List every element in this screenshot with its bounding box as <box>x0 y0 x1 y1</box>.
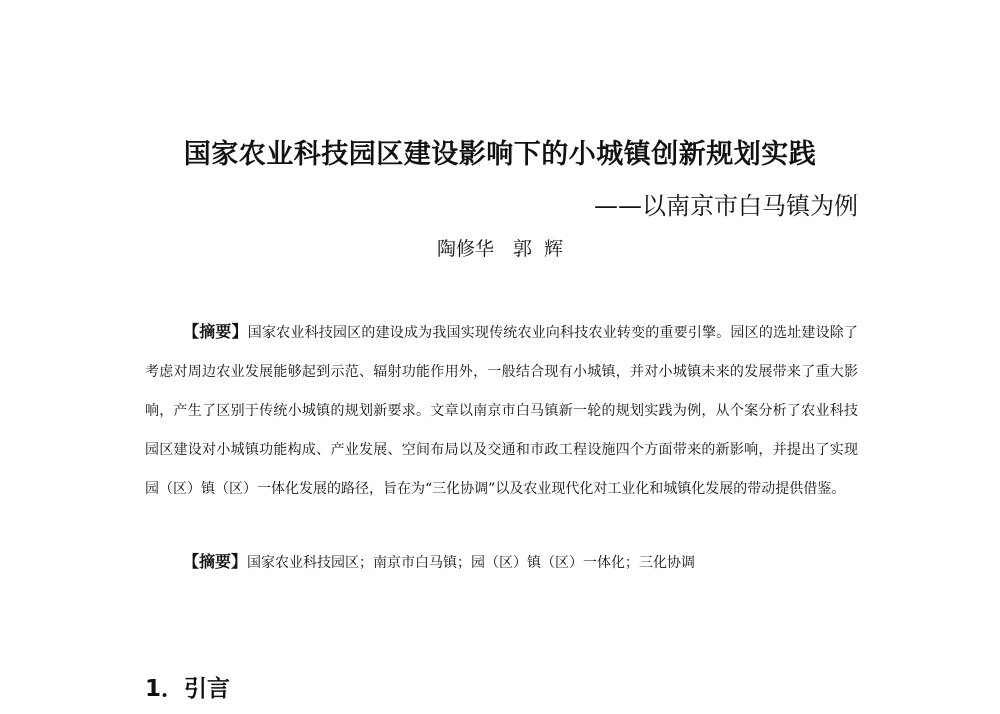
section-heading: 1．引言 <box>145 676 231 702</box>
paper-authors: 陶修华 郭 辉 <box>436 238 564 260</box>
abstract-paragraph <box>145 312 858 509</box>
abstract-text: 国家农业科技园区的建设成为我国实现传统农业向科技农业转变的重要引擎。园区的选址建设除了考虑对周边农业发展能够起到示范、辐射功能作用外，一般结合现有小城镇，并对小城镇未来的发展带来了重大影响，产生了区别于传统小城镇的规划新要求。文章以南京市白马镇新一轮的规划实践为例，从个案分析了农业科技园区建设对小城镇功能构成、产业发展、空间布局以及交通和市政工程设施四个方面带来的新影响，并提出了实现园（区）镇（区）一体化发展的路径，旨在为“三化协调”以及农业现代化对工业化和城镇化发展的带动提供借鉴。 <box>145 325 858 497</box>
paper-subtitle: ——以南京市白马镇为例 <box>594 192 858 220</box>
keywords-text: 国家农业科技园区；南京市白马镇；园（区）镇（区）一体化；三化协调 <box>247 555 696 571</box>
abstract-label: 【摘要】 <box>183 322 248 341</box>
abstract-block <box>145 312 858 509</box>
paper-title: 国家农业科技园区建设影响下的小城镇创新规划实践 <box>183 139 817 170</box>
keywords-label: 【摘要】 <box>183 552 248 571</box>
keywords-block <box>183 550 695 575</box>
